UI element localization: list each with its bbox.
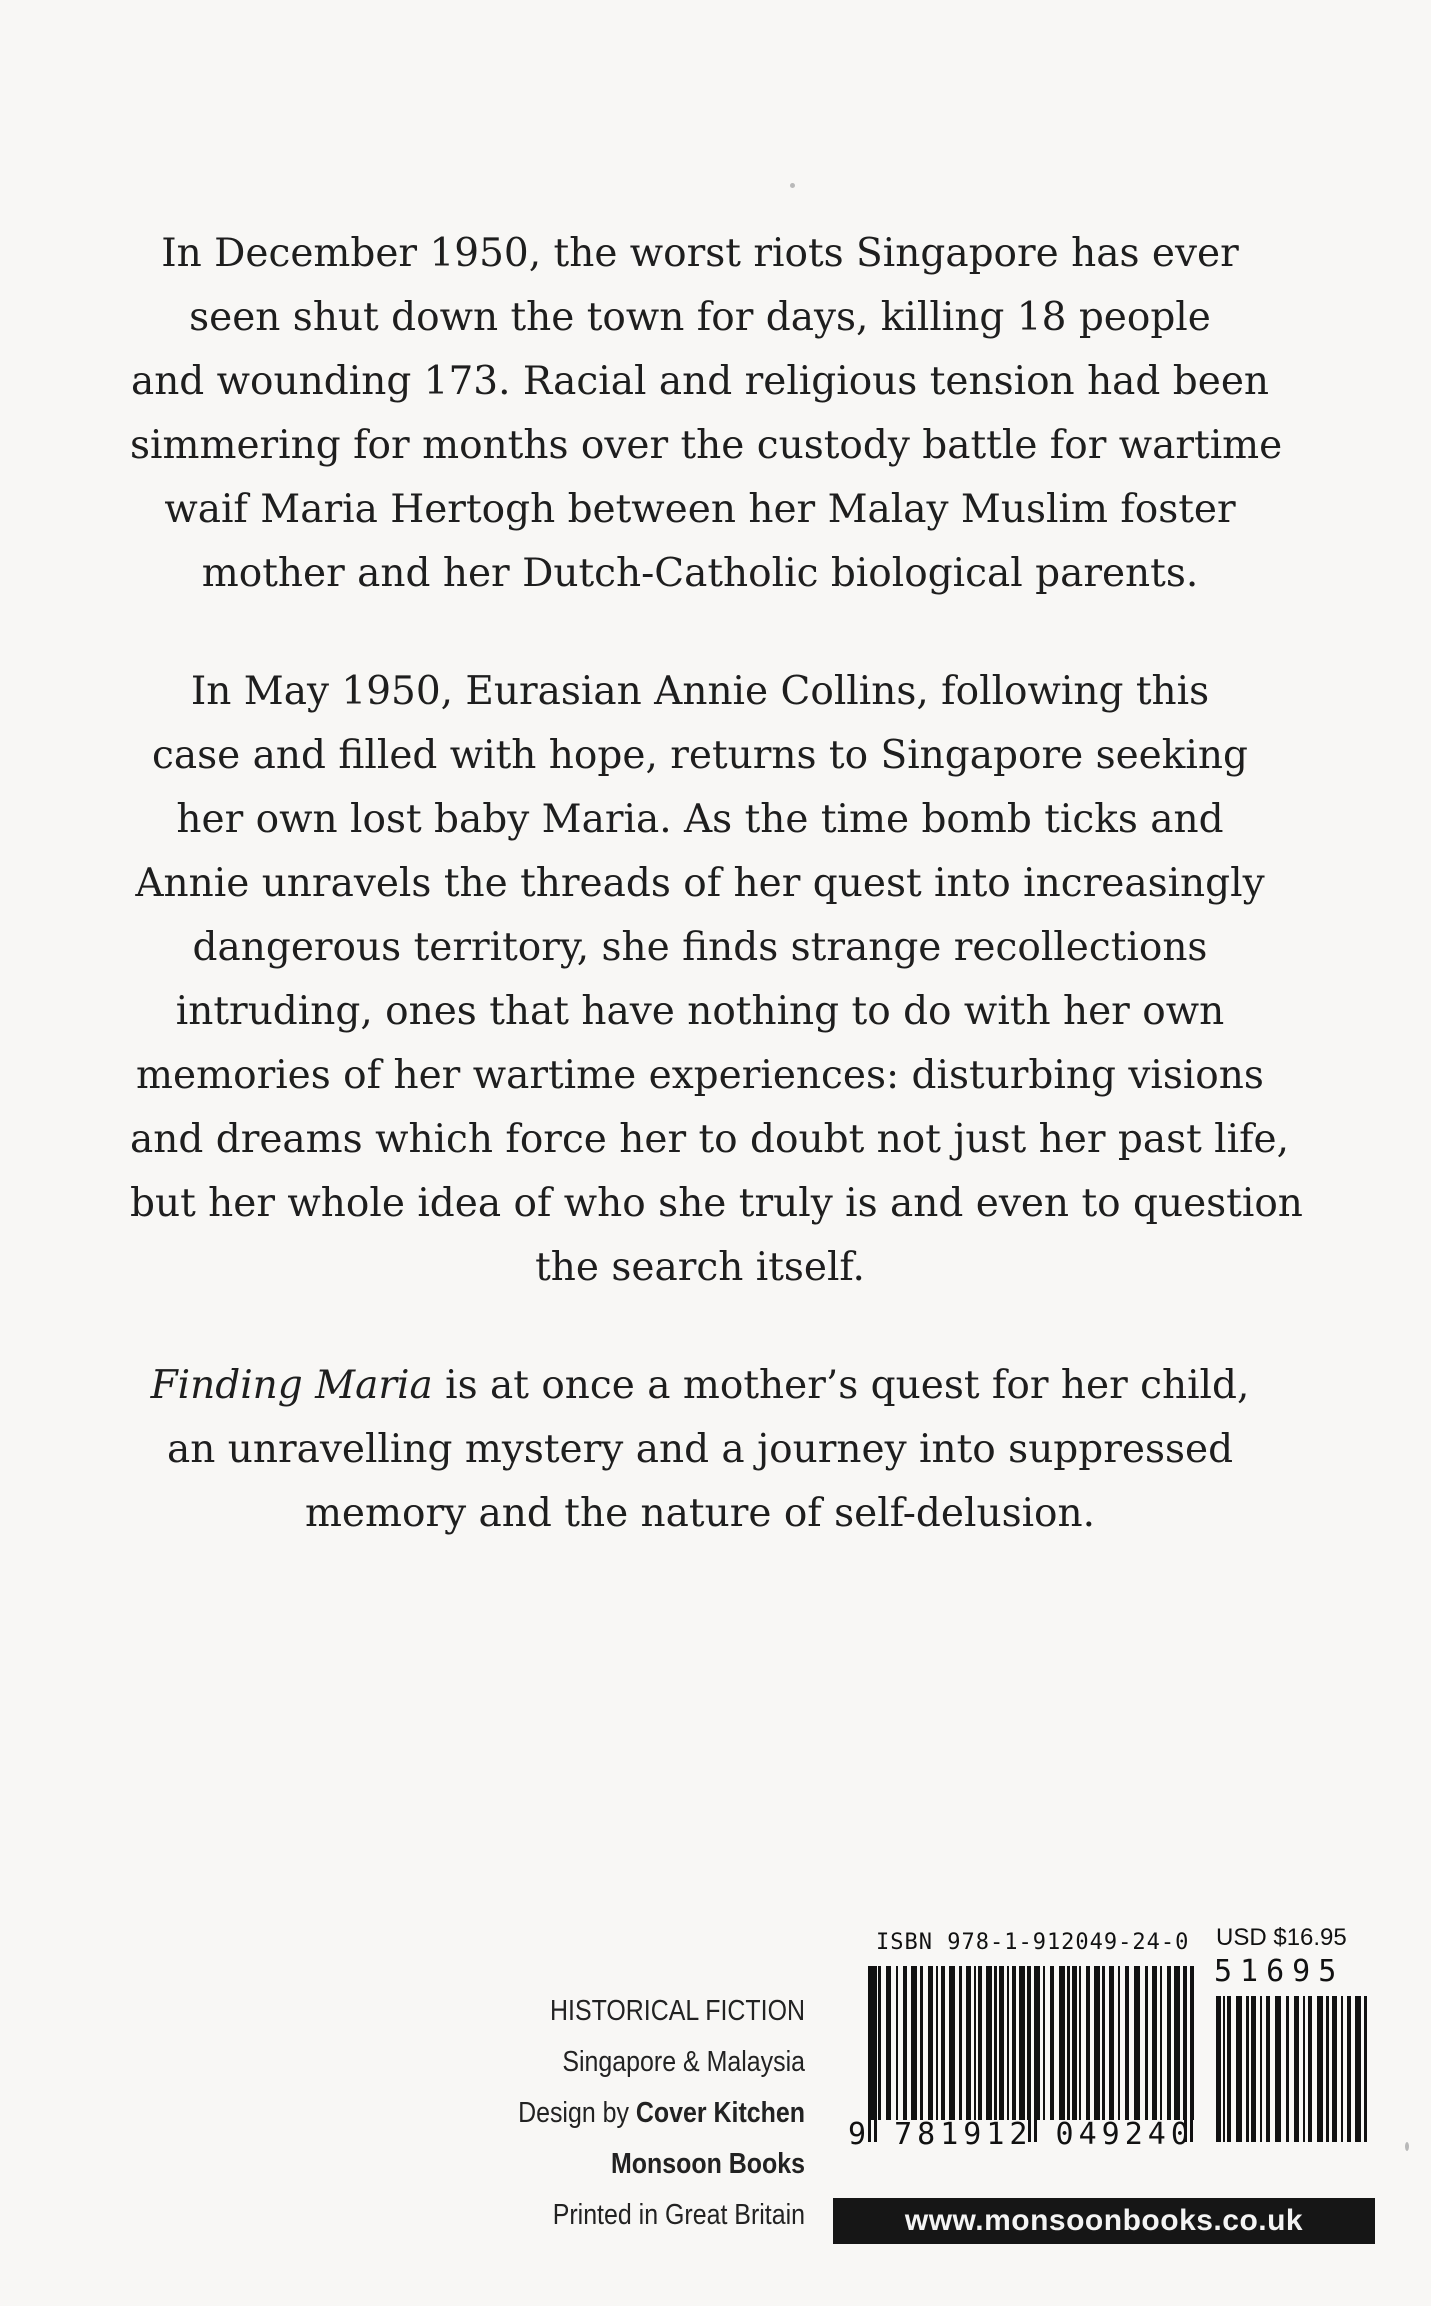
blurb-line: simmering for months over the custody battle for wartime	[130, 423, 1283, 468]
barcode-bar	[1079, 1966, 1081, 2120]
barcode-bar	[1266, 1996, 1270, 2142]
barcode-bar	[1086, 1966, 1090, 2120]
barcode-bar	[896, 1966, 898, 2120]
designer-name: Cover Kitchen	[635, 2097, 805, 2129]
barcode-bar	[974, 1966, 976, 2120]
barcode-bar	[1275, 1996, 1281, 2142]
blurb-paragraph-1	[130, 222, 1283, 606]
barcode-bar	[1167, 1966, 1171, 2120]
barcode-guard-bar	[868, 1966, 871, 2142]
barcode-bar	[920, 1966, 923, 2120]
barcode-bar	[1059, 1966, 1065, 2120]
barcode-bar	[903, 1966, 907, 2120]
barcode-bar	[1303, 1996, 1305, 2142]
barcode-bar	[1007, 1966, 1009, 2120]
barcode-bar	[1236, 1996, 1242, 2142]
barcode-bar	[986, 1966, 992, 2120]
design-prefix: Design by	[518, 2097, 636, 2129]
region-label: Singapore & Malaysia	[562, 2046, 805, 2078]
blurb-line: and dreams which force her to doubt not just her past life,	[130, 1117, 1290, 1162]
barcode-bar	[1341, 1996, 1343, 2142]
barcode-bar	[1227, 1996, 1231, 2142]
barcode-bar	[1019, 1966, 1025, 2120]
blurb-line: an unravelling mystery and a journey into suppressed	[166, 1427, 1234, 1472]
barcode-bar	[1160, 1966, 1162, 2120]
blurb-line: memories of her wartime experiences: disturbing visions	[136, 1053, 1264, 1098]
blurb-line: intruding, ones that have nothing to do with her own	[175, 989, 1225, 1034]
barcode-bar	[1152, 1966, 1157, 2120]
blurb-line: dangerous territory, she finds strange recollections	[192, 925, 1208, 970]
blurb-line: waif Maria Hertogh between her Malay Muslim foster	[164, 487, 1236, 532]
barcode-bar	[1145, 1966, 1148, 2120]
barcode-bar	[959, 1966, 962, 2120]
barcode-bar	[1102, 1966, 1105, 2120]
barcode-bar	[1332, 1996, 1337, 2142]
barcode	[836, 1924, 1376, 2220]
printed-label: Printed in Great Britain	[552, 2199, 805, 2231]
print-speck	[790, 183, 795, 188]
barcode-bar	[1174, 1966, 1180, 2120]
barcode-bar	[911, 1966, 917, 2120]
barcode-bar	[1043, 1966, 1045, 2120]
design-credit	[444, 2088, 805, 2139]
barcode-guard-bar	[1190, 1966, 1193, 2142]
blurb-line: memory and the nature of self-delusion.	[304, 1491, 1096, 1536]
barcode-bar	[1067, 1966, 1070, 2120]
blurb-paragraph-2	[130, 660, 1303, 1300]
book-title: Finding Maria	[150, 1363, 433, 1408]
blurb-line: In May 1950, Eurasian Annie Collins, following this	[190, 669, 1210, 714]
barcode-bar	[1260, 1996, 1262, 2142]
barcode-bar	[1326, 1996, 1329, 2142]
blurb-line: seen shut down the town for days, killing 18 people	[189, 295, 1211, 340]
barcode-bar	[1317, 1996, 1323, 2142]
barcode-bar	[1223, 1996, 1225, 2142]
print-speck	[1405, 2142, 1409, 2151]
blurb-line: In December 1950, the worst riots Singapore has ever	[161, 231, 1239, 276]
genre-label: HISTORICAL FICTION	[550, 1995, 805, 2027]
barcode-bar	[1308, 1996, 1312, 2142]
barcode-bar	[928, 1966, 933, 2120]
barcode-bar	[886, 1966, 891, 2120]
barcode-bar	[1050, 1966, 1054, 2120]
barcode-bar	[1134, 1966, 1140, 2120]
website-banner: www.monsoonbooks.co.uk	[833, 2198, 1375, 2244]
blurb-line: and wounding 173. Racial and religious tension had been	[130, 359, 1270, 404]
barcode-bar	[994, 1966, 997, 2120]
barcode-guard-bar	[1184, 1966, 1187, 2142]
blurb-paragraph-3	[130, 1354, 1270, 1546]
blurb-line: case and filled with hope, returns to Singapore seeking	[152, 733, 1248, 778]
barcode-guard-bar	[1028, 1966, 1031, 2142]
blurb-line-rest: is at once a mother’s quest for her child,	[432, 1363, 1250, 1408]
imprint-block	[385, 1986, 805, 2241]
barcode-guard-bar	[1034, 1966, 1037, 2142]
barcode-digits: 9 781912 049240	[848, 2117, 1194, 2152]
blurb-line: but her whole idea of who she truly is and even to question	[130, 1181, 1303, 1226]
barcode-bar	[1094, 1966, 1100, 2120]
blurb-line: mother and her Dutch-Catholic biological parents.	[201, 551, 1199, 596]
barcode-bar	[966, 1966, 971, 2120]
barcode-bar	[1125, 1966, 1129, 2120]
publisher-name: Monsoon Books	[611, 2148, 805, 2180]
barcode-bar	[1294, 1996, 1299, 2142]
barcode-bar	[978, 1966, 982, 2120]
price-label: USD $16.95	[1216, 1924, 1347, 1951]
isbn-text: ISBN 978-1-912049-24-0	[876, 1930, 1190, 1955]
blurb-line: Annie unravels the threads of her quest into increasingly	[135, 861, 1265, 906]
blurb-line: her own lost baby Maria. As the time bomb ticks and	[176, 797, 1224, 842]
barcode-bar	[1286, 1996, 1289, 2142]
barcode-bar	[1364, 1996, 1367, 2142]
barcode-bar	[1246, 1996, 1249, 2142]
barcode-bar	[941, 1966, 945, 2120]
barcode-bar	[1347, 1996, 1351, 2142]
blurb-line	[130, 1354, 1270, 1418]
barcode-bar	[878, 1966, 881, 2120]
addon-digits: 51695	[1214, 1954, 1345, 1989]
blurb-line: the search itself.	[535, 1245, 865, 1290]
barcode-bar	[1109, 1966, 1114, 2120]
barcode-bar	[936, 1966, 938, 2120]
barcode-bar	[1251, 1996, 1256, 2142]
barcode-bar	[1355, 1996, 1361, 2142]
barcode-bar	[1072, 1966, 1077, 2120]
barcode-bar	[999, 1966, 1004, 2120]
barcode-bar	[949, 1966, 955, 2120]
barcode-bar	[1118, 1966, 1120, 2120]
barcode-bar	[1216, 1996, 1221, 2142]
barcode-bar	[1012, 1966, 1016, 2120]
barcode-guard-bar	[874, 1966, 877, 2142]
